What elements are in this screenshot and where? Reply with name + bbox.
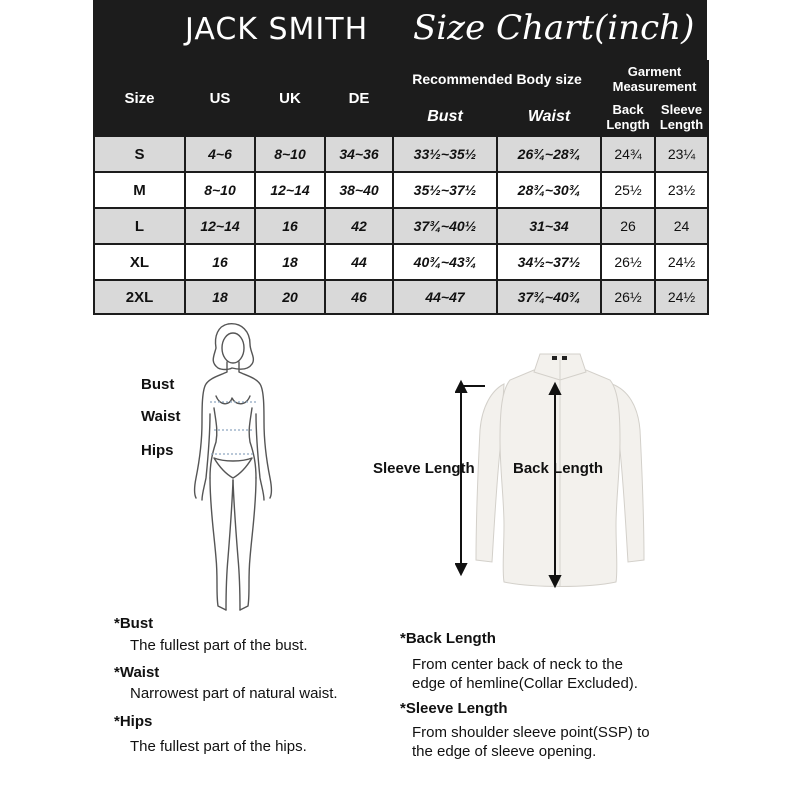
cell-waist: 26¾~28¾ — [497, 136, 601, 172]
cell-uk: 16 — [255, 208, 325, 244]
body-figure-illustration — [180, 318, 290, 620]
label-back-length: Back Length — [513, 460, 604, 477]
cell-sleeve-length: 24½ — [655, 244, 708, 280]
col-header-bust: Bust — [393, 97, 497, 136]
table-row — [94, 136, 708, 172]
def-hips-title: *Hips — [114, 713, 153, 730]
cell-size: M — [94, 172, 185, 208]
table-row — [94, 280, 708, 314]
cell-back-length: 26½ — [601, 244, 655, 280]
label-waist: Waist — [141, 408, 181, 425]
cell-us: 16 — [185, 244, 255, 280]
cell-uk: 8~10 — [255, 136, 325, 172]
cell-uk: 12~14 — [255, 172, 325, 208]
cell-de: 46 — [325, 280, 393, 314]
col-header-size: Size — [94, 61, 185, 136]
cell-size: L — [94, 208, 185, 244]
col-header-back-length: Back Length — [601, 97, 655, 136]
sleeve-length-bracket — [455, 378, 495, 578]
cell-back-length: 26½ — [601, 280, 655, 314]
table-row — [94, 244, 708, 280]
cell-us: 4~6 — [185, 136, 255, 172]
cell-size: S — [94, 136, 185, 172]
def-waist-title: *Waist — [114, 664, 160, 681]
cell-bust: 40¾~43¾ — [393, 244, 497, 280]
def-sleeve-text-2: the edge of sleeve opening. — [412, 743, 597, 760]
cell-us: 12~14 — [185, 208, 255, 244]
def-sleeve-title: *Sleeve Length — [400, 700, 508, 717]
cell-us: 8~10 — [185, 172, 255, 208]
def-sleeve-text-1: From shoulder sleeve point(SSP) to — [412, 724, 650, 741]
cell-bust: 33½~35½ — [393, 136, 497, 172]
def-back-text-2: edge of hemline(Collar Excluded). — [412, 675, 638, 692]
table-row — [94, 172, 708, 208]
cell-bust: 44~47 — [393, 280, 497, 314]
cell-back-length: 25½ — [601, 172, 655, 208]
chart-header — [93, 0, 707, 60]
group-header-body-size: Recommended Body size — [393, 61, 601, 97]
cell-size: 2XL — [94, 280, 185, 314]
table-row — [94, 208, 708, 244]
cell-de: 34~36 — [325, 136, 393, 172]
cell-bust: 35½~37½ — [393, 172, 497, 208]
def-back-title: *Back Length — [400, 630, 496, 647]
col-header-uk: UK — [255, 61, 325, 136]
cell-sleeve-length: 24 — [655, 208, 708, 244]
label-bust: Bust — [141, 376, 175, 393]
label-sleeve-length: Sleeve Length — [373, 460, 475, 477]
col-header-sleeve-length: Sleeve Length — [655, 97, 708, 136]
cell-sleeve-length: 23½ — [655, 172, 708, 208]
cell-sleeve-length: 24½ — [655, 280, 708, 314]
def-waist-text: Narrowest part of natural waist. — [130, 685, 338, 702]
cell-de: 44 — [325, 244, 393, 280]
cell-waist: 37¾~40¾ — [497, 280, 601, 314]
col-header-us: US — [185, 61, 255, 136]
col-header-waist: Waist — [497, 97, 601, 136]
brand-name: JACK SMITH — [185, 12, 369, 47]
chart-title: Size Chart(inch) — [413, 8, 695, 48]
cell-back-length: 26 — [601, 208, 655, 244]
cell-uk: 20 — [255, 280, 325, 314]
cell-bust: 37¾~40½ — [393, 208, 497, 244]
cell-uk: 18 — [255, 244, 325, 280]
def-bust-title: *Bust — [114, 615, 154, 632]
cell-size: XL — [94, 244, 185, 280]
cell-waist: 28¾~30¾ — [497, 172, 601, 208]
cell-waist: 34½~37½ — [497, 244, 601, 280]
label-hips: Hips — [141, 442, 174, 459]
group-header-garment: Garment Measurement — [601, 61, 708, 97]
cell-back-length: 24¾ — [601, 136, 655, 172]
def-hips-text: The fullest part of the hips. — [130, 738, 307, 755]
cell-sleeve-length: 23¼ — [655, 136, 708, 172]
def-bust-text: The fullest part of the bust. — [130, 637, 308, 654]
cell-us: 18 — [185, 280, 255, 314]
cell-de: 38~40 — [325, 172, 393, 208]
cell-de: 42 — [325, 208, 393, 244]
col-header-de: DE — [325, 61, 393, 136]
cell-waist: 31~34 — [497, 208, 601, 244]
size-table — [93, 60, 709, 315]
def-back-text-1: From center back of neck to the — [412, 656, 623, 673]
